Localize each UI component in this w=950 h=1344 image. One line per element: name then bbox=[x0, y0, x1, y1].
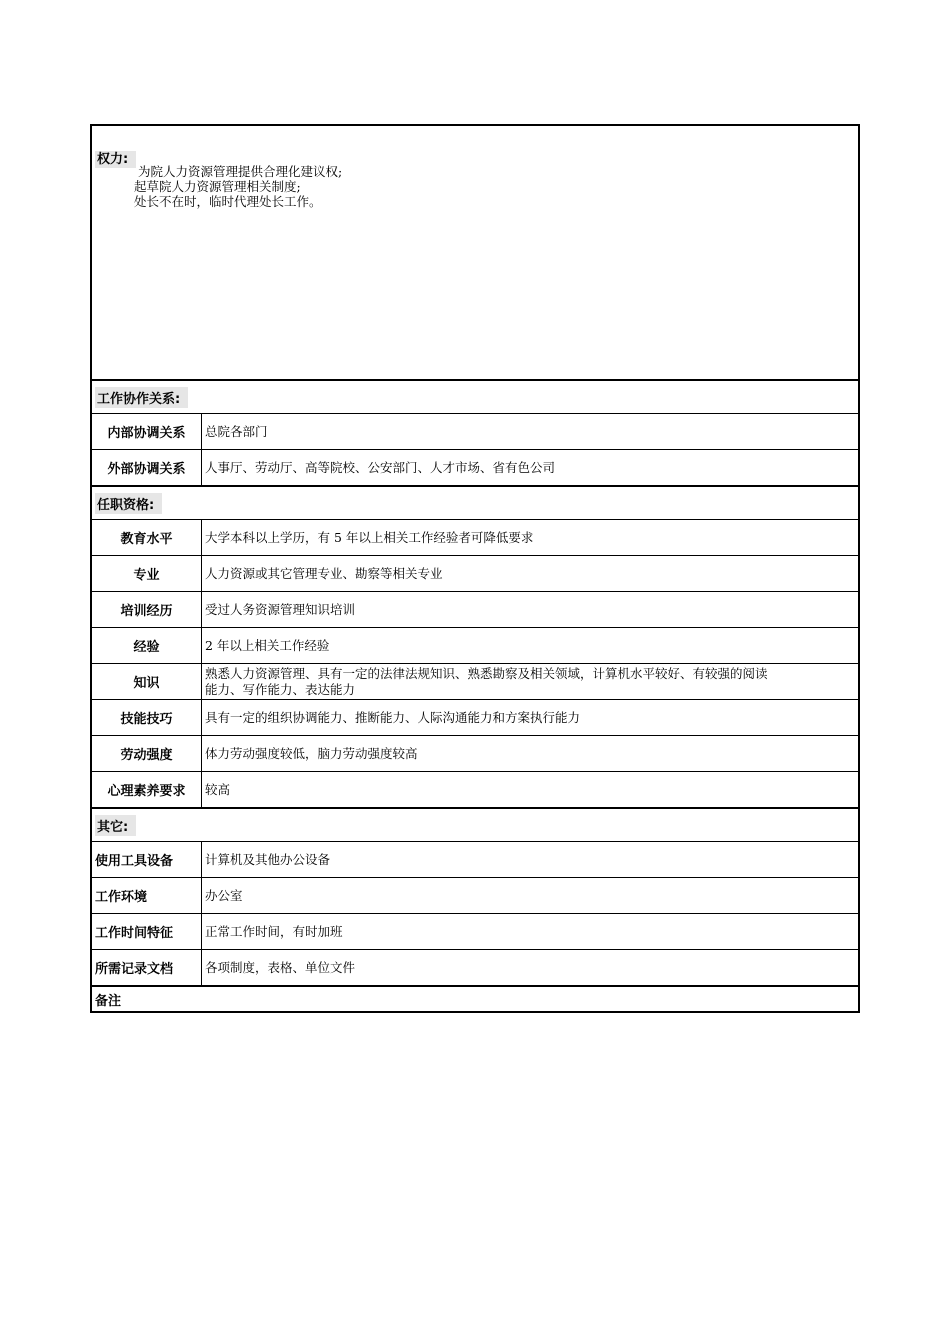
row-value: 各项制度，表格、单位文件 bbox=[205, 959, 356, 975]
power-line: 起草院人力资源管理相关制度; bbox=[134, 179, 301, 194]
row-value: 受过人务资源管理知识培训 bbox=[205, 601, 356, 617]
table-row bbox=[92, 519, 858, 555]
row-label: 劳动强度 bbox=[92, 736, 202, 771]
row-label: 所需记录文档 bbox=[92, 950, 202, 985]
row-label: 培训经历 bbox=[92, 592, 202, 627]
table-row bbox=[92, 949, 858, 985]
row-label: 经验 bbox=[92, 628, 202, 663]
table-row bbox=[92, 841, 858, 877]
row-value bbox=[202, 664, 858, 699]
row-value: 人事厅、劳动厅、高等院校、公安部门、人才市场、省有色公司 bbox=[205, 459, 556, 475]
row-value-line: 熟悉人力资源管理、具有一定的法律法规知识、熟悉勘察及相关领域，计算机水平较好、有较强的阅读 bbox=[205, 665, 768, 681]
table-row bbox=[92, 663, 858, 699]
row-value: 正常工作时间，有时加班 bbox=[205, 923, 343, 939]
row-value: 人力资源或其它管理专业、勘察等相关专业 bbox=[205, 565, 443, 581]
row-label: 专业 bbox=[92, 556, 202, 591]
table-row bbox=[92, 555, 858, 591]
row-value: 计算机及其他办公设备 bbox=[205, 851, 331, 867]
job-description-table bbox=[90, 124, 860, 1013]
row-label: 外部协调关系 bbox=[92, 450, 202, 485]
table-row bbox=[92, 591, 858, 627]
row-value: 办公室 bbox=[205, 887, 243, 903]
row-value: 2 年以上相关工作经验 bbox=[205, 637, 330, 653]
table-row bbox=[92, 449, 858, 485]
row-value-line: 能力、写作能力、表达能力 bbox=[205, 681, 356, 697]
row-value: 具有一定的组织协调能力、推断能力、人际沟通能力和方案执行能力 bbox=[205, 709, 581, 725]
table-row bbox=[92, 877, 858, 913]
row-value: 体力劳动强度较低，脑力劳动强度较高 bbox=[205, 745, 418, 761]
table-row bbox=[92, 413, 858, 449]
row-label: 使用工具设备 bbox=[92, 842, 202, 877]
qualifications-section-title: 任职资格: bbox=[92, 485, 858, 519]
table-row bbox=[92, 699, 858, 735]
power-section bbox=[92, 126, 858, 379]
power-lines bbox=[92, 164, 342, 209]
row-label: 知识 bbox=[92, 664, 202, 699]
power-line: 为院人力资源管理提供合理化建议权; bbox=[138, 164, 343, 179]
remark-row: 备注 bbox=[92, 985, 858, 1011]
table-row bbox=[92, 913, 858, 949]
row-label: 教育水平 bbox=[92, 520, 202, 555]
relations-section-title: 工作协作关系: bbox=[92, 379, 858, 413]
table-row bbox=[92, 627, 858, 663]
row-label: 工作环境 bbox=[92, 878, 202, 913]
other-section-title: 其它: bbox=[92, 807, 858, 841]
power-title: 权力: bbox=[95, 148, 136, 167]
row-label: 工作时间特征 bbox=[92, 914, 202, 949]
table-row bbox=[92, 771, 858, 807]
table-row bbox=[92, 735, 858, 771]
row-label: 心理素养要求 bbox=[92, 772, 202, 807]
row-label: 内部协调关系 bbox=[92, 414, 202, 449]
power-line: 处长不在时，临时代理处长工作。 bbox=[134, 194, 322, 209]
row-label: 技能技巧 bbox=[92, 700, 202, 735]
row-value: 较高 bbox=[205, 781, 231, 797]
row-value: 总院各部门 bbox=[205, 423, 268, 439]
row-value: 大学本科以上学历，有 5 年以上相关工作经验者可降低要求 bbox=[205, 529, 534, 545]
